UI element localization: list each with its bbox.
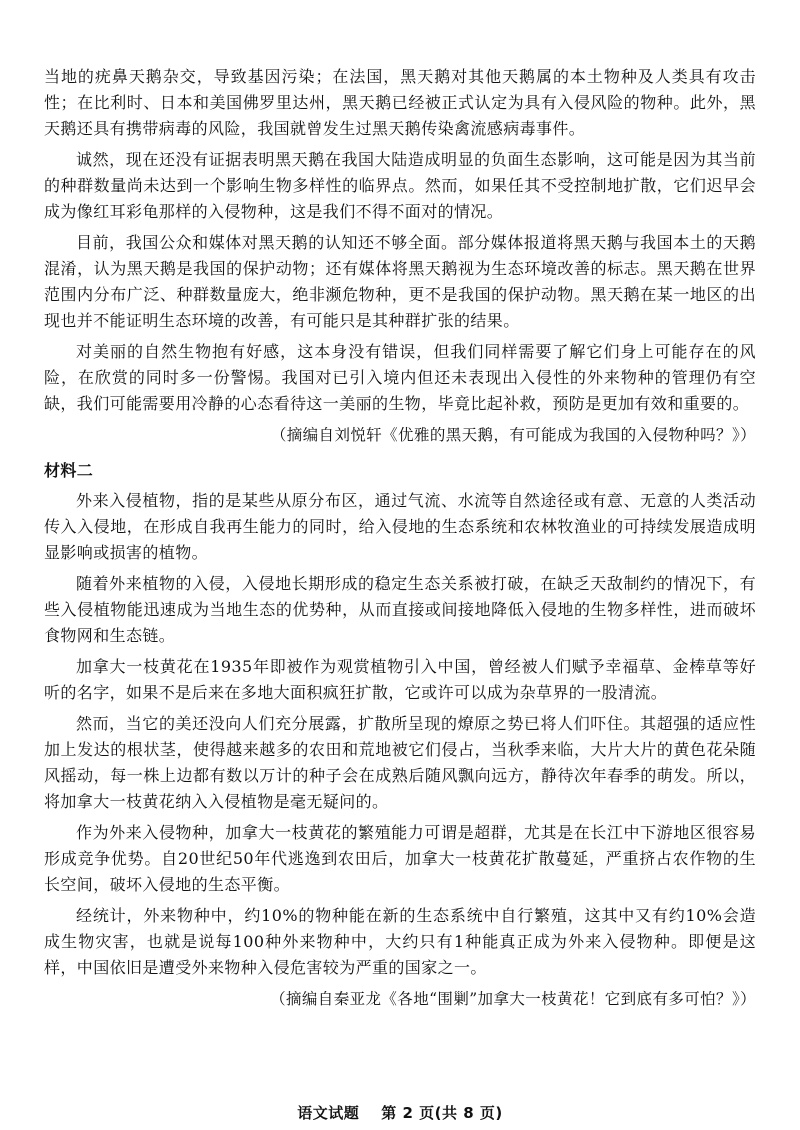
material2-paragraph-4: 然而，当它的美还没向人们充分展露，扩散所呈现的燎原之势已将人们吓住。其超强的适应性加上发达的根状茎，使得越来越多的农田和荒地被它们侵占，当秋季来临，大片大片的黄色花朵随风摇动，每一株上边都有数以万计的种子会在成熟后随风飘向远方，静待次年春季的萌发。所以，将加拿大一枝黄花纳入入侵植物是毫无疑问的。 [44,714,756,811]
page-footer [0,1100,800,1126]
material1-paragraph-1: 当地的疣鼻天鹅杂交，导致基因污染；在法国，黑天鹅对其他天鹅属的本土物种及人类具有攻击性；在比利时、日本和美国佛罗里达州，黑天鹅已经被正式认定为具有入侵风险的物种。此外，黑天鹅还具有携带病毒的风险，我国就曾发生过黑天鹅传染禽流感病毒事件。 [44,67,756,138]
material1-paragraph-2: 诚然，现在还没有证据表明黑天鹅在我国大陆造成明显的负面生态影响，这可能是因为其当前的种群数量尚未达到一个影响生物多样性的临界点。然而，如果任其不受控制地扩散，它们迟早会成为像红耳彩龟那样的入侵物种，这是我们不得不面对的情况。 [44,150,756,221]
material1-source: （摘编自刘悦轩《优雅的黑天鹅，有可能成为我国的入侵物种吗？》） [270,426,756,444]
material2-paragraph-6: 经统计，外来物种中，约10%的物种能在新的生态系统中自行繁殖，这其中又有约10%会造成生物灾害，也就是说每100种外来物种中，大约只有1种能真正成为外来入侵物种。即便是这样，中国依旧是遭受外来物种入侵危害较为严重的国家之一。 [44,906,756,977]
material1-paragraph-4: 对美丽的自然生物抱有好感，这本身没有错误，但我们同样需要了解它们身上可能存在的风险，在欣赏的同时多一份警惕。我国对已引入境内但还未表现出入侵性的外来物种的管理仍有空缺，我们可能需要用冷静的心态看待这一美丽的生物，毕竟比起补救，预防是更加有效和重要的。 [44,342,756,413]
material1-paragraph-3: 目前，我国公众和媒体对黑天鹅的认知还不够全面。部分媒体报道将黑天鹅与我国本土的天鹅混淆，认为黑天鹅是我国的保护动物；还有媒体将黑天鹅视为生态环境改善的标志。黑天鹅在世界范围内分布广泛、种群数量庞大，绝非濒危物种，更不是我国的保护动物。黑天鹅在某一地区的出现也并不能证明生态环境的改善，有可能只是其种群扩张的结果。 [44,233,756,330]
material2-paragraph-5: 作为外来入侵物种，加拿大一枝黄花的繁殖能力可谓是超群，尤其是在长江中下游地区很容易形成竞争优势。自20世纪50年代逃逸到农田后，加拿大一枝黄花扩散蔓延，严重挤占农作物的生长空间，破坏入侵地的生态平衡。 [44,823,756,894]
material2-title: 材料二 [44,461,94,480]
material2-source: （摘编自秦亚龙《各地“围剿”加拿大一枝黄花！它到底有多可怕？》） [270,990,756,1008]
footer-subject: 语文试题 [297,1104,360,1122]
material2-paragraph-2: 随着外来植物的入侵，入侵地长期形成的稳定生态关系被打破，在缺乏天敌制约的情况下，有些入侵植物能迅速成为当地生态的优势种，从而直接或间接地降低入侵地的生物多样性，进而破坏食物网和生态链。 [44,574,756,645]
material2-paragraph-3: 加拿大一枝黄花在1935年即被作为观赏植物引入中国，曾经被人们赋予幸福草、金棒草等好听的名字，如果不是后来在多地大面积疯狂扩散，它或许可以成为杂草界的一股清流。 [44,657,756,702]
footer-page-number: 第 2 页(共 8 页) [381,1104,503,1122]
material2-paragraph-1: 外来入侵植物，指的是某些从原分布区，通过气流、水流等自然途径或有意、无意的人类活动传入入侵地，在形成自我再生能力的同时，给入侵地的生态系统和农林牧渔业的可持续发展造成明显影响或损害的植物。 [44,491,756,562]
